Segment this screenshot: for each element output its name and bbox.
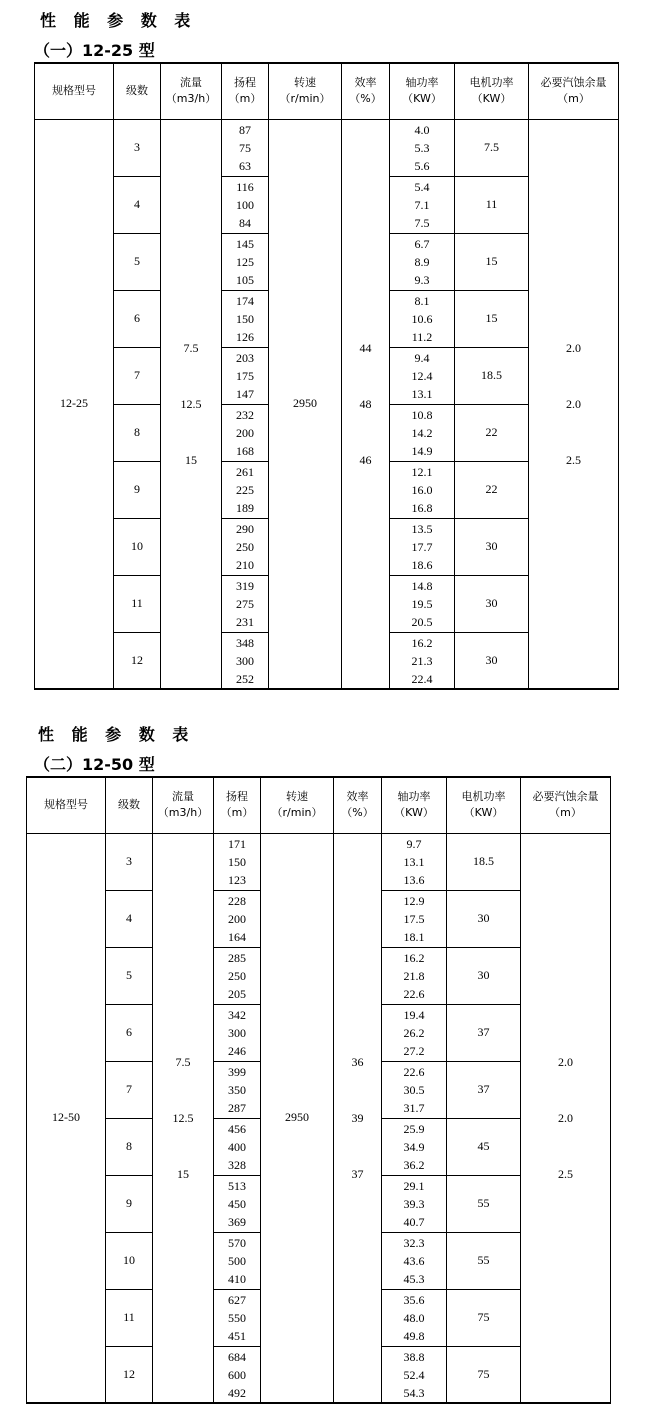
efficiency-value: 48 [359, 396, 372, 411]
column-header [214, 777, 261, 833]
head-value: 125 [236, 255, 254, 269]
efficiency-cell [334, 833, 382, 1403]
shaft-power-value: 27.2 [403, 1044, 425, 1058]
shaft-power-value: 26.2 [403, 1026, 425, 1040]
column-header [106, 777, 153, 833]
head-value: 410 [228, 1272, 246, 1286]
shaft-power-cell [390, 119, 455, 176]
head-value: 250 [236, 540, 254, 554]
column-header-line: 转速 [286, 790, 308, 804]
column-header [261, 777, 334, 833]
npsh-value: 2.0 [558, 1110, 573, 1125]
shaft-power-value: 36.2 [403, 1158, 425, 1172]
head-value: 168 [236, 444, 254, 458]
head-cell [222, 518, 269, 575]
head-value: 63 [239, 159, 251, 173]
shaft-power-cell [382, 1004, 447, 1061]
shaft-power-value: 9.4 [414, 351, 430, 365]
motor-power-cell: 18.5 [455, 347, 529, 404]
column-header-line: 流量 [172, 790, 194, 804]
column-header [222, 63, 269, 119]
motor-power-cell: 30 [447, 890, 521, 947]
motor-power-cell: 22 [455, 404, 529, 461]
shaft-power-value: 9.7 [406, 837, 422, 851]
flow-values [153, 1053, 213, 1183]
column-header-line: 效率 [346, 790, 369, 804]
motor-power-cell: 15 [455, 233, 529, 290]
motor-power-cell: 37 [447, 1061, 521, 1118]
head-value: 492 [228, 1385, 246, 1400]
shaft-power-cell [390, 461, 455, 518]
motor-power-cell: 30 [447, 947, 521, 1004]
shaft-power-cell [390, 233, 455, 290]
shaft-power-value: 18.6 [411, 558, 433, 572]
shaft-power-value: 19.4 [403, 1008, 425, 1022]
motor-power-cell: 30 [455, 632, 529, 689]
column-header-line: 轴功率 [397, 790, 431, 804]
stage-cell: 7 [106, 1061, 153, 1118]
head-cell [222, 632, 269, 689]
stage-cell: 5 [106, 947, 153, 1004]
head-value: 123 [228, 873, 246, 887]
npsh-value: 2.0 [566, 396, 581, 411]
shaft-power-value: 17.5 [403, 912, 425, 926]
stage-cell: 3 [106, 833, 153, 890]
shaft-power-value: 16.2 [411, 635, 433, 650]
shaft-power-value: 16.8 [411, 501, 433, 515]
performance-table-12-50 [26, 776, 611, 1404]
stage-cell: 4 [114, 176, 161, 233]
shaft-power-value: 14.2 [411, 426, 433, 440]
header-row [27, 777, 611, 833]
head-value: 150 [228, 855, 246, 869]
flow-cell [153, 833, 214, 1403]
flow-value: 7.5 [183, 340, 199, 355]
column-header-line: 级数 [118, 798, 140, 812]
npsh-value: 2.0 [558, 1054, 573, 1069]
column-header-line: 效率 [354, 76, 377, 90]
model-cell: 12-25 [35, 119, 114, 689]
head-value: 328 [228, 1158, 246, 1172]
head-cell [214, 947, 261, 1004]
head-cell [222, 290, 269, 347]
stage-cell: 5 [114, 233, 161, 290]
head-value: 300 [228, 1026, 246, 1040]
head-value: 456 [228, 1122, 246, 1136]
head-value: 87 [239, 123, 251, 137]
motor-power-cell: 55 [447, 1232, 521, 1289]
shaft-power-value: 20.5 [411, 615, 433, 629]
flow-values [161, 339, 221, 469]
shaft-power-value: 8.1 [414, 294, 430, 308]
shaft-power-value: 12.4 [411, 369, 433, 383]
column-header-line: （r/min） [271, 806, 323, 820]
shaft-power-value: 12.9 [403, 894, 425, 908]
shaft-power-value: 19.5 [411, 597, 433, 611]
head-value: 285 [228, 951, 246, 965]
head-cell [222, 404, 269, 461]
shaft-power-value: 21.8 [403, 969, 425, 983]
column-header-line: 规格型号 [44, 798, 88, 812]
head-value: 290 [236, 522, 254, 536]
flow-value: 15 [185, 452, 197, 467]
shaft-power-cell [382, 947, 447, 1004]
column-header [455, 63, 529, 119]
head-value: 399 [228, 1065, 246, 1079]
column-header [161, 63, 222, 119]
head-cell [214, 1289, 261, 1346]
efficiency-values [334, 1053, 381, 1183]
efficiency-values [342, 339, 389, 469]
head-value: 319 [236, 579, 254, 593]
head-value: 246 [228, 1044, 246, 1058]
stage-cell: 8 [106, 1118, 153, 1175]
head-cell [214, 1118, 261, 1175]
column-header-line: （m） [549, 806, 582, 820]
head-value: 627 [228, 1293, 246, 1307]
column-header [342, 63, 390, 119]
head-value: 500 [228, 1254, 246, 1268]
shaft-power-value: 5.6 [414, 159, 430, 173]
head-cell [214, 833, 261, 890]
shaft-power-value: 12.1 [411, 465, 433, 479]
shaft-power-value: 45.3 [403, 1272, 425, 1286]
head-value: 75 [239, 141, 251, 155]
column-header [521, 777, 611, 833]
shaft-power-value: 5.4 [414, 180, 430, 194]
head-cell [214, 1232, 261, 1289]
efficiency-value: 44 [359, 340, 372, 355]
head-value: 261 [236, 465, 254, 479]
column-header-line: （KW） [394, 806, 434, 820]
head-value: 116 [236, 180, 254, 194]
shaft-power-cell [390, 518, 455, 575]
motor-power-cell: 30 [455, 575, 529, 632]
head-value: 225 [236, 483, 254, 497]
shaft-power-value: 29.1 [403, 1179, 425, 1193]
efficiency-value: 39 [351, 1110, 364, 1125]
stage-cell: 4 [106, 890, 153, 947]
section-1-title: 性 能 参 数 表 [40, 11, 197, 30]
shaft-power-value: 13.5 [411, 522, 433, 536]
flow-value: 15 [177, 1166, 189, 1181]
speed-cell: 2950 [269, 119, 342, 689]
flow-value: 12.5 [172, 1110, 194, 1125]
shaft-power-value: 30.5 [403, 1083, 425, 1097]
shaft-power-value: 4.0 [414, 123, 430, 137]
shaft-power-value: 13.6 [403, 873, 425, 887]
shaft-power-cell [390, 632, 455, 689]
shaft-power-value: 10.8 [411, 408, 433, 422]
head-cell [222, 461, 269, 518]
npsh-value: 2.5 [558, 1166, 573, 1181]
column-header [27, 777, 106, 833]
shaft-power-value: 22.6 [403, 987, 425, 1001]
column-header-line: 扬程 [234, 76, 256, 90]
shaft-power-value: 14.8 [411, 579, 433, 593]
head-value: 174 [236, 294, 254, 308]
efficiency-value: 36 [351, 1054, 364, 1069]
section-2-title: 性 能 参 数 表 [38, 725, 195, 744]
shaft-power-cell [382, 833, 447, 890]
shaft-power-cell [382, 1175, 447, 1232]
column-header-line: （r/min） [279, 92, 331, 106]
motor-power-cell: 55 [447, 1175, 521, 1232]
head-value: 275 [236, 597, 254, 611]
head-cell [214, 1175, 261, 1232]
head-cell [222, 575, 269, 632]
shaft-power-cell [390, 347, 455, 404]
head-cell [222, 347, 269, 404]
stage-cell: 6 [106, 1004, 153, 1061]
column-header [382, 777, 447, 833]
shaft-power-cell [382, 1232, 447, 1289]
shaft-power-value: 14.9 [411, 444, 433, 458]
table-row [27, 833, 611, 890]
column-header-line: （KW） [402, 92, 442, 106]
efficiency-value: 46 [359, 452, 372, 467]
column-header-line: 规格型号 [52, 84, 96, 98]
head-value: 300 [236, 653, 254, 668]
shaft-power-value: 6.7 [414, 237, 430, 251]
shaft-power-value: 16.2 [403, 951, 425, 965]
head-value: 350 [228, 1083, 246, 1097]
column-header-line: （%） [349, 92, 382, 106]
shaft-power-value: 31.7 [403, 1101, 425, 1115]
shaft-power-value: 7.5 [414, 216, 430, 230]
column-header [35, 63, 114, 119]
shaft-power-value: 17.7 [411, 540, 433, 554]
head-value: 171 [228, 837, 246, 851]
npsh-cell [529, 119, 619, 689]
head-value: 200 [228, 912, 246, 926]
head-value: 145 [236, 237, 254, 251]
column-header-line: 电机功率 [469, 76, 514, 90]
stage-cell: 7 [114, 347, 161, 404]
shaft-power-value: 39.3 [403, 1197, 425, 1211]
shaft-power-value: 7.1 [414, 198, 430, 212]
flow-value: 7.5 [175, 1054, 191, 1069]
head-value: 400 [228, 1140, 246, 1154]
motor-power-cell: 75 [447, 1346, 521, 1403]
column-header-line: （m3/h） [157, 806, 209, 820]
table-row [35, 119, 619, 176]
head-value: 250 [228, 969, 246, 983]
shaft-power-value: 21.3 [411, 653, 433, 668]
head-value: 550 [228, 1311, 246, 1325]
shaft-power-value: 5.3 [414, 141, 430, 155]
shaft-power-cell [390, 404, 455, 461]
stage-cell: 11 [114, 575, 161, 632]
head-cell [214, 1004, 261, 1061]
shaft-power-cell [382, 1346, 447, 1403]
head-value: 342 [228, 1008, 246, 1022]
motor-power-cell: 75 [447, 1289, 521, 1346]
stage-cell: 9 [106, 1175, 153, 1232]
column-header [447, 777, 521, 833]
shaft-power-cell [382, 890, 447, 947]
shaft-power-cell [390, 290, 455, 347]
stage-cell: 9 [114, 461, 161, 518]
npsh-value: 2.0 [566, 340, 581, 355]
shaft-power-value: 25.9 [403, 1122, 425, 1136]
head-value: 287 [228, 1101, 246, 1115]
head-value: 175 [236, 369, 254, 383]
npsh-value: 2.5 [566, 452, 581, 467]
head-value: 513 [228, 1179, 246, 1193]
shaft-power-value: 32.3 [403, 1236, 425, 1250]
shaft-power-value: 22.4 [411, 671, 433, 686]
stage-cell: 8 [114, 404, 161, 461]
shaft-power-value: 43.6 [403, 1254, 425, 1268]
shaft-power-value: 48.0 [403, 1311, 425, 1325]
header-row [35, 63, 619, 119]
shaft-power-value: 11.2 [411, 330, 433, 344]
shaft-power-value: 49.8 [403, 1329, 425, 1343]
shaft-power-value: 13.1 [403, 855, 425, 869]
column-header-line: 流量 [180, 76, 202, 90]
stage-cell: 12 [106, 1346, 153, 1403]
head-value: 450 [228, 1197, 246, 1211]
shaft-power-value: 22.6 [403, 1065, 425, 1079]
shaft-power-cell [390, 575, 455, 632]
column-header [269, 63, 342, 119]
stage-cell: 6 [114, 290, 161, 347]
head-cell [214, 1346, 261, 1403]
shaft-power-cell [382, 1061, 447, 1118]
efficiency-value: 37 [351, 1166, 364, 1181]
head-cell [214, 890, 261, 947]
column-header-line: 必要汽蚀余量 [540, 76, 607, 90]
column-header-line: 扬程 [226, 790, 248, 804]
motor-power-cell: 30 [455, 518, 529, 575]
head-value: 451 [228, 1329, 246, 1343]
head-value: 210 [236, 558, 254, 572]
column-header-line: （m） [557, 92, 590, 106]
performance-table-12-25 [34, 62, 619, 690]
head-value: 189 [236, 501, 254, 515]
shaft-power-value: 52.4 [403, 1367, 425, 1382]
model-cell: 12-50 [27, 833, 106, 1403]
shaft-power-cell [382, 1289, 447, 1346]
head-value: 200 [236, 426, 254, 440]
speed-cell: 2950 [261, 833, 334, 1403]
column-header-line: （m） [220, 806, 254, 820]
column-header-line: （%） [341, 806, 374, 820]
head-value: 105 [236, 273, 254, 287]
shaft-power-value: 8.9 [414, 255, 430, 269]
npsh-cell [521, 833, 611, 1403]
head-cell [222, 119, 269, 176]
head-cell [222, 233, 269, 290]
stage-cell: 3 [114, 119, 161, 176]
motor-power-cell: 45 [447, 1118, 521, 1175]
head-value: 147 [236, 387, 254, 401]
column-header [114, 63, 161, 119]
shaft-power-value: 40.7 [403, 1215, 425, 1229]
motor-power-cell: 18.5 [447, 833, 521, 890]
section-1-subtitle: （一）12-25 型 [34, 41, 155, 60]
npsh-values [529, 339, 618, 469]
head-value: 252 [236, 671, 254, 686]
head-value: 369 [228, 1215, 246, 1229]
head-value: 100 [236, 198, 254, 212]
column-header [529, 63, 619, 119]
motor-power-cell: 22 [455, 461, 529, 518]
motor-power-cell: 7.5 [455, 119, 529, 176]
column-header-line: 轴功率 [405, 76, 439, 90]
column-header [390, 63, 455, 119]
head-value: 600 [228, 1367, 246, 1382]
stage-cell: 11 [106, 1289, 153, 1346]
column-header-line: 电机功率 [461, 790, 506, 804]
shaft-power-value: 9.3 [414, 273, 430, 287]
shaft-power-value: 54.3 [403, 1385, 425, 1400]
head-value: 231 [236, 615, 254, 629]
stage-cell: 10 [114, 518, 161, 575]
head-value: 84 [239, 216, 251, 230]
head-value: 205 [228, 987, 246, 1001]
head-value: 684 [228, 1349, 246, 1364]
flow-cell [161, 119, 222, 689]
head-value: 232 [236, 408, 254, 422]
shaft-power-value: 35.6 [403, 1293, 425, 1307]
head-value: 150 [236, 312, 254, 326]
shaft-power-value: 38.8 [403, 1349, 425, 1364]
motor-power-cell: 11 [455, 176, 529, 233]
column-header-line: 必要汽蚀余量 [532, 790, 599, 804]
column-header-line: （m） [228, 92, 262, 106]
shaft-power-cell [382, 1118, 447, 1175]
column-header-line: （m3/h） [165, 92, 217, 106]
shaft-power-value: 18.1 [403, 930, 425, 944]
column-header-line: 转速 [294, 76, 316, 90]
column-header [334, 777, 382, 833]
stage-cell: 10 [106, 1232, 153, 1289]
head-value: 126 [236, 330, 254, 344]
column-header-line: （KW） [463, 806, 504, 820]
shaft-power-value: 13.1 [411, 387, 433, 401]
head-cell [214, 1061, 261, 1118]
stage-cell: 12 [114, 632, 161, 689]
motor-power-cell: 37 [447, 1004, 521, 1061]
npsh-values [521, 1053, 610, 1183]
shaft-power-value: 34.9 [403, 1140, 425, 1154]
column-header-line: 级数 [126, 84, 148, 98]
head-cell [222, 176, 269, 233]
flow-value: 12.5 [180, 396, 202, 411]
head-value: 228 [228, 894, 246, 908]
shaft-power-value: 16.0 [411, 483, 433, 497]
shaft-power-cell [390, 176, 455, 233]
head-value: 203 [236, 351, 254, 365]
head-value: 348 [236, 635, 254, 650]
efficiency-cell [342, 119, 390, 689]
motor-power-cell: 15 [455, 290, 529, 347]
shaft-power-value: 10.6 [411, 312, 433, 326]
column-header [153, 777, 214, 833]
section-2-subtitle: （二）12-50 型 [34, 755, 155, 774]
head-value: 570 [228, 1236, 246, 1250]
head-value: 164 [228, 930, 246, 944]
column-header-line: （KW） [471, 92, 512, 106]
